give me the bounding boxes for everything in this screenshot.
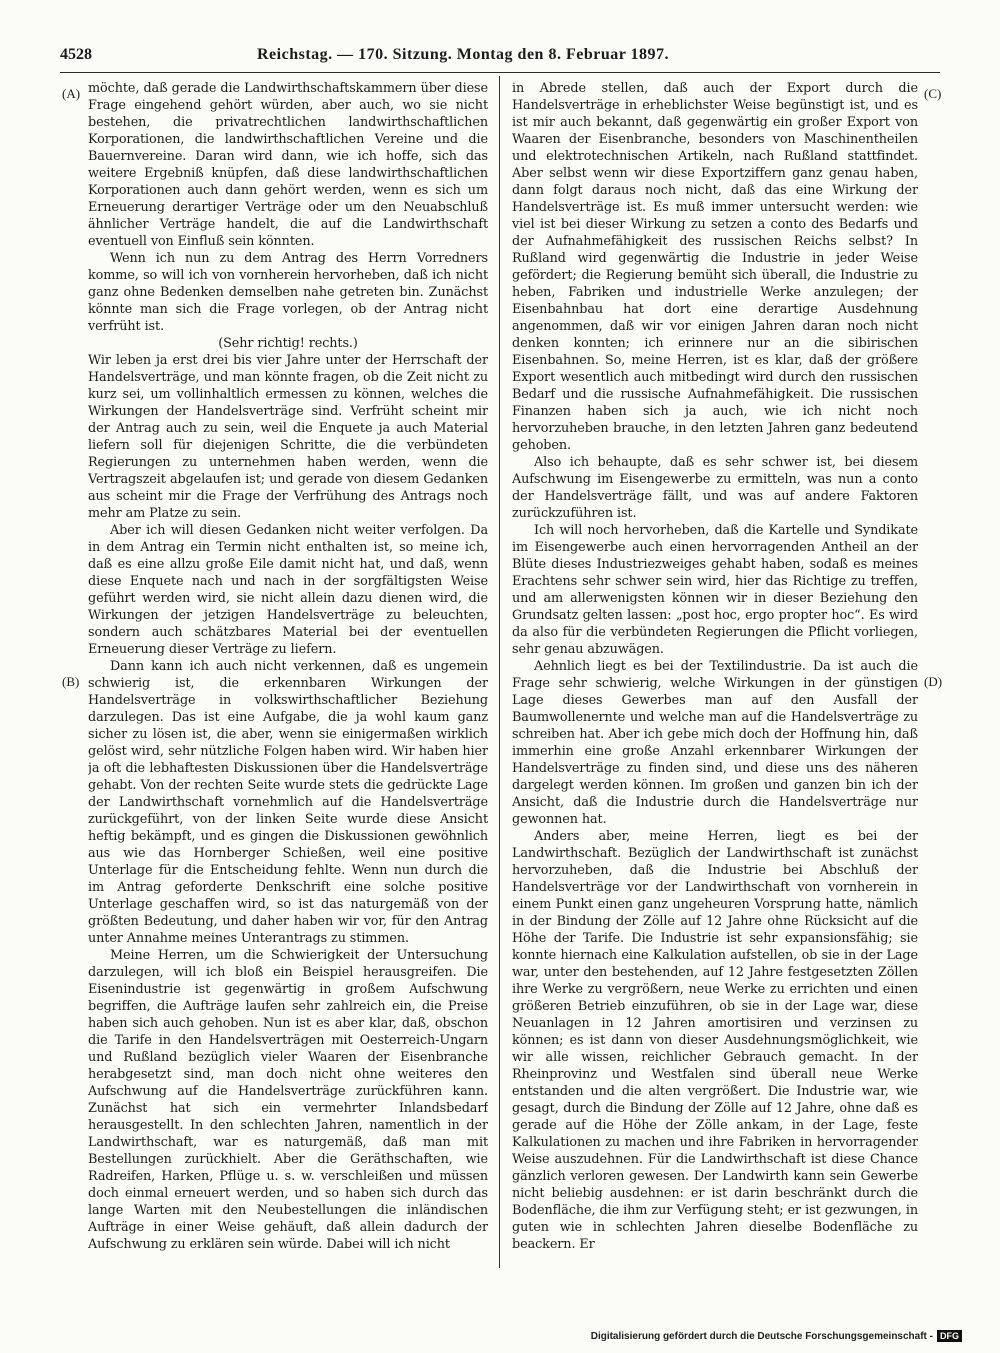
credit-text: Digitalisierung gefördert durch die Deutsche Forschungsgemeinschaft - [590, 1330, 933, 1342]
right-column [512, 80, 918, 1266]
paragraph: Aehnlich liegt es bei der Textilindustrie. Da ist auch die Frage sehr schwierig, welche Wirkungen in der günstigen Lage dieses Gewerbes man auf den Ausfall der Baumwollenernte und welche man auf die Handelsverträge zu schreiben hat. Aber ich gebe mich doch der Hoffnung hin, daß immerhin eine große Anzahl erkennbarer Wirkungen der Handelsverträge zu finden sind, und diese uns des näheren dargelegt werden können. Im großen und ganzen bin ich der Ansicht, daß die Industrie durch die Handelsverträge nur gewonnen hat. [512, 659, 918, 827]
running-title: Reichstag. — 170. Sitzung. Montag den 8. Februar 1897. [257, 46, 670, 63]
paragraph: möchte, daß gerade die Landwirthschaftskammern über diese Frage eingehend gehört würden, aber auch, wo sie nicht bestehen, die privatrechtlichen landwirthschaftlichen Korporationen, die landwirthschaftlichen Vereine und die Bauernvereine. Daran wird dann, wie ich hoffe, sich das weitere Ergebniß knüpfen, daß diese landwirthschaftlichen Korporationen auch dann gehört werden, wenn es sich um Erneuerung derartiger Verträge oder um den Neuabschluß ähnlicher Verträge handelt, die auf die Landwirthschaft eventuell von Einfluß sein könnten. [88, 81, 488, 249]
paragraph: Wenn ich nun zu dem Antrag des Herrn Vorredners komme, so will ich von vornherein hervorheben, daß ich nicht ganz ohne Bedenken demselben nahe getreten bin. Zunächst könnte man sich die Frage vorlegen, ob der Antrag nicht verfrüht ist. [88, 251, 488, 334]
digitization-credit [591, 1330, 962, 1342]
paragraph: Aber ich will diesen Gedanken nicht weiter verfolgen. Da in dem Antrag ein Termin nicht enthalten ist, so meine ich, daß es eine allzu große Eile damit nicht hat, und daß, wenn diese Enquete nach und nach in der sorgfältigsten Weise geführt werden wird, sie nicht allein dazu dienen wird, die Wirkungen der jetzigen Handelsverträge zu beleuchten, sondern auch schätzbares Material bei der eventuellen Erneuerung dieser Verträge zu liefern. [88, 523, 488, 657]
paragraph: Wir leben ja erst drei bis vier Jahre unter der Herrschaft der Handelsverträge, und man könnte fragen, ob die Zeit nicht zu kurz sei, um vollinhaltlich ermessen zu können, welches die Wirkungen der Handelsverträge sind. Verfrüht scheint mir der Antrag auch zu sein, weil die Enquete ja auch Material liefern soll für diejenigen Schritte, die die verbündeten Regierungen zu unternehmen haben werden, wenn die Vertragszeit abgelaufen ist; und gerade von diesem Gedanken aus scheint mir die Frage der Verfrühung des Antrags noch mehr am Platze zu sein. [88, 353, 488, 521]
interjection: (Sehr richtig! rechts.) [218, 336, 358, 351]
page-number: 4528 [60, 46, 92, 63]
margin-marker-c: (C) [924, 86, 942, 101]
paragraph: Anders aber, meine Herren, liegt es bei der Landwirthschaft. Bezüglich der Landwirthschaft ist zunächst hervorzuheben, daß die Industrie bei Abschluß der Handelsverträge vor der Landwirthschaft von vornherein in einem Punkt einen ganz ungeheuren Vorsprung hatte, nämlich in der Bindung der Zölle auf 12 Jahre ohne Rücksicht auf die Höhe der Tarife. Die Industrie ist sehr expansionsfähig; sie konnte hiernach eine Kalkulation aufstellen, ob sie in der Lage war, unter den bestehenden, auf 12 Jahre festgesetzten Zöllen ihre Werke zu vergrößern, neue Werke zu errichten und einen größeren Betrieb einzuführen, ob sie in der Lage war, diese Neuanlagen in 12 Jahren amortisiren und verzinsen zu können; es ist dann von dieser Ausdehnungsmöglichkeit, wie wir alle wissen, reichlicher Gebrauch gemacht. In der Rheinprovinz und Westfalen sind überall neue Werke entstanden und die alten vergrößert. Die Industrie war, wie gesagt, durch die Bindung der Zölle auf 12 Jahre, ohne daß es gerade auf die Höhe der Zölle ankam, in der Lage, feste Kalkulationen zu machen und ihre Fabriken in hervorragender Weise auszudehnen. Für die Landwirthschaft ist diese Chance gänzlich verloren gewesen. Der Landwirth kann sein Gewerbe nicht beliebig ausdehnen: er ist darin beschränkt durch die Bodenfläche, die ihm zur Verfügung steht; er ist gezwungen, in guten wie in schlechten Jahren dieselbe Bodenfläche zu beackern. Er [512, 829, 918, 1252]
left-column [88, 80, 488, 1266]
page-header [60, 44, 940, 70]
dfg-logo: DFG [937, 1330, 962, 1342]
paragraph: Also ich behaupte, daß es sehr schwer ist, bei diesem Aufschwung im Eisengewerbe zu ermitteln, was nun a conto der Handelsverträge fällt, und was auf andere Faktoren zurückzuführen ist. [512, 455, 918, 521]
paragraph: Dann kann ich auch nicht verkennen, daß es ungemein schwierig ist, die erkennbaren Wirkungen der Handelsverträge in volkswirthschaftlicher Beziehung darzulegen. Das ist eine Aufgabe, die ja wohl kaum ganz sicher zu lösen ist, die aber, wenn sie einigermaßen wirklich gelöst wird, sehr nützliche Folgen haben wird. Wir haben hier ja oft die lebhaftesten Diskussionen über die Handelsverträge gehabt. Von der rechten Seite wurde stets die gedrückte Lage der Landwirthschaft vornehmlich auf die Handelsverträge zurückgeführt, von der linken Seite wurde diese Ansicht heftig bekämpft, und es gingen die Diskussionen gewöhnlich aus wie das Hornberger Schießen, weil eine positive Unterlage für die Entscheidung fehlte. Wenn nun durch die im Antrag geforderte Denkschrift eine solche positive Unterlage geschaffen wird, so ist das naturgemäß von der größten Bedeutung, und daher haben wir vor, für den Antrag unter Annahme meines Unterantrags zu stimmen. [88, 659, 488, 946]
paragraph: in Abrede stellen, daß auch der Export durch die Handelsverträge in erheblichster Weise begünstigt ist, und es ist mir auch bekannt, daß gegenwärtig ein großer Export von Waaren der Eisenbranche, besonders von Maschinentheilen und elektrotechnischen Artikeln, nach Rußland stattfindet. Aber selbst wenn wir diese Exportziffern ganz genau haben, dann folgt daraus noch nicht, daß das eine Wirkung der Handelsverträge ist. Es muß immer untersucht werden: wie viel ist bei dieser Wirkung zu setzen a conto des Bedarfs und der Aufnahmefähigkeit des russischen Reichs selbst? In Rußland wird gegenwärtig die Industrie in jeder Weise gefördert; die Regierung bemüht sich überall, die Industrie zu heben, Fabriken und industrielle Werke anzulegen; der Eisenbahnbau hat dort eine derartige Ausdehnung angenommen, daß wir vor einigen Jahren daran noch nicht denken konnten; ich erinnere nur an die sibirischen Eisenbahnen. So, meine Herren, ist es klar, daß der größere Export wesentlich auch mitbedingt wird durch den russischen Bedarf und die russische Aufnahmefähigkeit. Die russischen Finanzen haben sich ja auch, wie ich nicht noch hervorzuheben brauche, in den letzten Jahren ganz bedeutend gehoben. [512, 81, 918, 453]
margin-marker-a: (A) [62, 86, 81, 101]
margin-marker-d: (D) [924, 674, 943, 689]
header-rule [60, 72, 940, 73]
column-divider [499, 76, 500, 1268]
margin-marker-b: (B) [62, 674, 80, 689]
paragraph: Ich will noch hervorheben, daß die Kartelle und Syndikate im Eisengewerbe auch einen hervorragenden Antheil an der Blüte dieses Industriezweiges gehabt haben, sodaß es meines Erachtens sehr schwer sein wird, hier das Richtige zu treffen, und am allerwenigsten können wir in dieser Beziehung den Grundsatz gelten lassen: „post hoc, ergo propter hoc“. Es wird da also für die verbündeten Regierungen die Pflicht vorliegen, sehr genau abzuwägen. [512, 523, 918, 657]
paragraph: Meine Herren, um die Schwierigkeit der Untersuchung darzulegen, will ich bloß ein Beispiel herausgreifen. Die Eisenindustrie ist gegenwärtig in großem Aufschwung begriffen, die Aufträge laufen sehr zahlreich ein, die Preise haben sich auch gehoben. Nun ist es aber klar, daß, obschon die Tarife in den Handelsverträgen mit Oesterreich-Ungarn und Rußland bezüglich vieler Waaren der Eisenbranche herabgesetzt sind, man doch nicht ohne weiteres den Aufschwung auf die Handelsverträge zurückführen kann. Zunächst hat sich ein vermehrter Inlandsbedarf herausgestellt. In den schlechten Jahren, namentlich in der Landwirthschaft, war es naturgemäß, daß man mit Bestellungen zurückhielt. Aber die Geräthschaften, wie Radreifen, Harken, Pflüge u. s. w. verschleißen und müssen doch einmal erneuert werden, und so haben sich durch das lange Warten mit den Neubestellungen die inländischen Aufträge in einer Weise gehäuft, daß allein dadurch der Aufschwung zu erklären sein würde. Dabei will ich nicht [88, 948, 488, 1252]
